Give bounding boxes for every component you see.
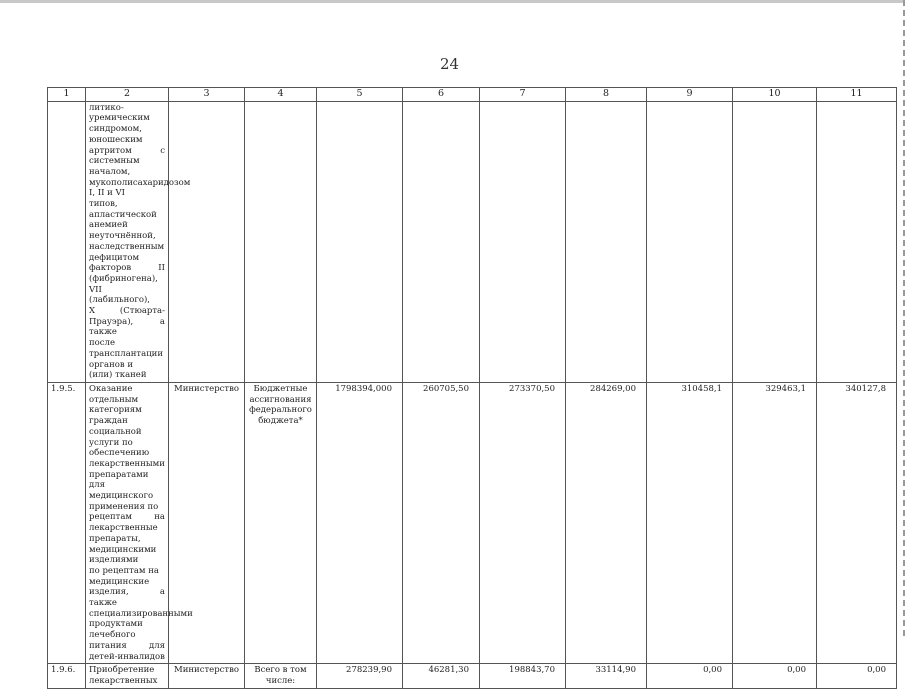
name-line: после трансплантации органов и [89, 338, 164, 370]
name-line: медицинского [89, 491, 154, 502]
value-col10: 329463,1 [733, 382, 817, 663]
value-col8: 284269,00 [566, 382, 647, 663]
row-number: 1.9.5. [48, 382, 86, 663]
header-cell: 7 [480, 88, 566, 102]
header-cell: 3 [169, 88, 245, 102]
value-col9: 310458,1 [647, 382, 733, 663]
row-number: 1.9.6. [48, 664, 86, 688]
value-col11 [817, 101, 897, 382]
name-line: Приобретение [89, 665, 155, 676]
row-name [86, 382, 193, 663]
value-col7: 273370,50 [480, 382, 566, 663]
page-top-edge [0, 0, 905, 3]
name-line: медицинские [89, 576, 150, 587]
name-line: препаратами для [89, 469, 149, 491]
name-line: изделия, а также [89, 587, 165, 609]
name-line: Оказание отдельным категориям граждан социальной услуги по [89, 383, 142, 448]
value-col6: 260705,50 [403, 382, 480, 663]
name-line: (или) тканей [89, 370, 147, 381]
name-line: литико-уремическим синдромом, [89, 102, 150, 135]
value-col7: 198843,70 [480, 664, 566, 688]
name-line: по рецептам на [89, 565, 159, 576]
header-cell: 5 [317, 88, 403, 102]
page-number: 24 [440, 55, 460, 73]
name-line: типов, апластической анемией [89, 199, 157, 231]
row-source: Всего в том числе: [245, 664, 317, 688]
table-row [48, 664, 897, 688]
name-line: обеспечению [89, 448, 150, 459]
row-source: Бюджетные ассигнования федерального бюджета* [245, 382, 317, 663]
value-col10: 0,00 [733, 664, 817, 688]
name-line: рецептам на лекарственные препараты, медицинскими изделиями [89, 512, 165, 566]
value-col5: 278239,90 [317, 664, 403, 688]
name-line: мукополисахаридозом I, II и VI [89, 177, 191, 199]
header-cell: 8 [566, 88, 647, 102]
name-line: питания для детей-инвалидов [89, 640, 165, 662]
budget-table [47, 87, 897, 689]
value-col7 [480, 101, 566, 382]
header-cell: 6 [403, 88, 480, 102]
name-line: неуточнённой, наследственным дефицитом факторов II (фибриногена), VII [89, 231, 165, 295]
row-name [86, 664, 169, 688]
row-executor: Министерство [169, 382, 245, 663]
value-col11: 340127,8 [817, 382, 897, 663]
value-col6 [403, 101, 480, 382]
name-line: (лабильного), [89, 295, 150, 306]
name-line: X (Стюарта-Прауэра), а также [89, 306, 165, 338]
header-cell: 4 [245, 88, 317, 102]
value-col5 [317, 101, 403, 382]
table-row [48, 382, 897, 663]
header-cell: 2 [86, 88, 169, 102]
header-cell: 9 [647, 88, 733, 102]
value-col8 [566, 101, 647, 382]
header-row [48, 88, 897, 102]
header-cell: 11 [817, 88, 897, 102]
value-col5: 1798394,000 [317, 382, 403, 663]
value-col6: 46281,30 [403, 664, 480, 688]
name-line: специализированными продуктами лечебного [89, 608, 193, 641]
name-line: лекарственных [89, 675, 158, 686]
value-col9 [647, 101, 733, 382]
row-executor [169, 101, 245, 382]
value-col11: 0,00 [817, 664, 897, 688]
row-name [86, 101, 191, 382]
header-cell: 1 [48, 88, 86, 102]
row-executor: Министерство [169, 664, 245, 688]
table-row [48, 101, 897, 382]
name-line: применения по [89, 501, 159, 512]
value-col8: 33114,90 [566, 664, 647, 688]
value-col9: 0,00 [647, 664, 733, 688]
name-line: юношеским артритом с системным началом, [89, 134, 165, 177]
value-col10 [733, 101, 817, 382]
row-source [245, 101, 317, 382]
header-cell: 10 [733, 88, 817, 102]
name-line: лекарственными [89, 458, 165, 469]
row-number [48, 101, 86, 382]
